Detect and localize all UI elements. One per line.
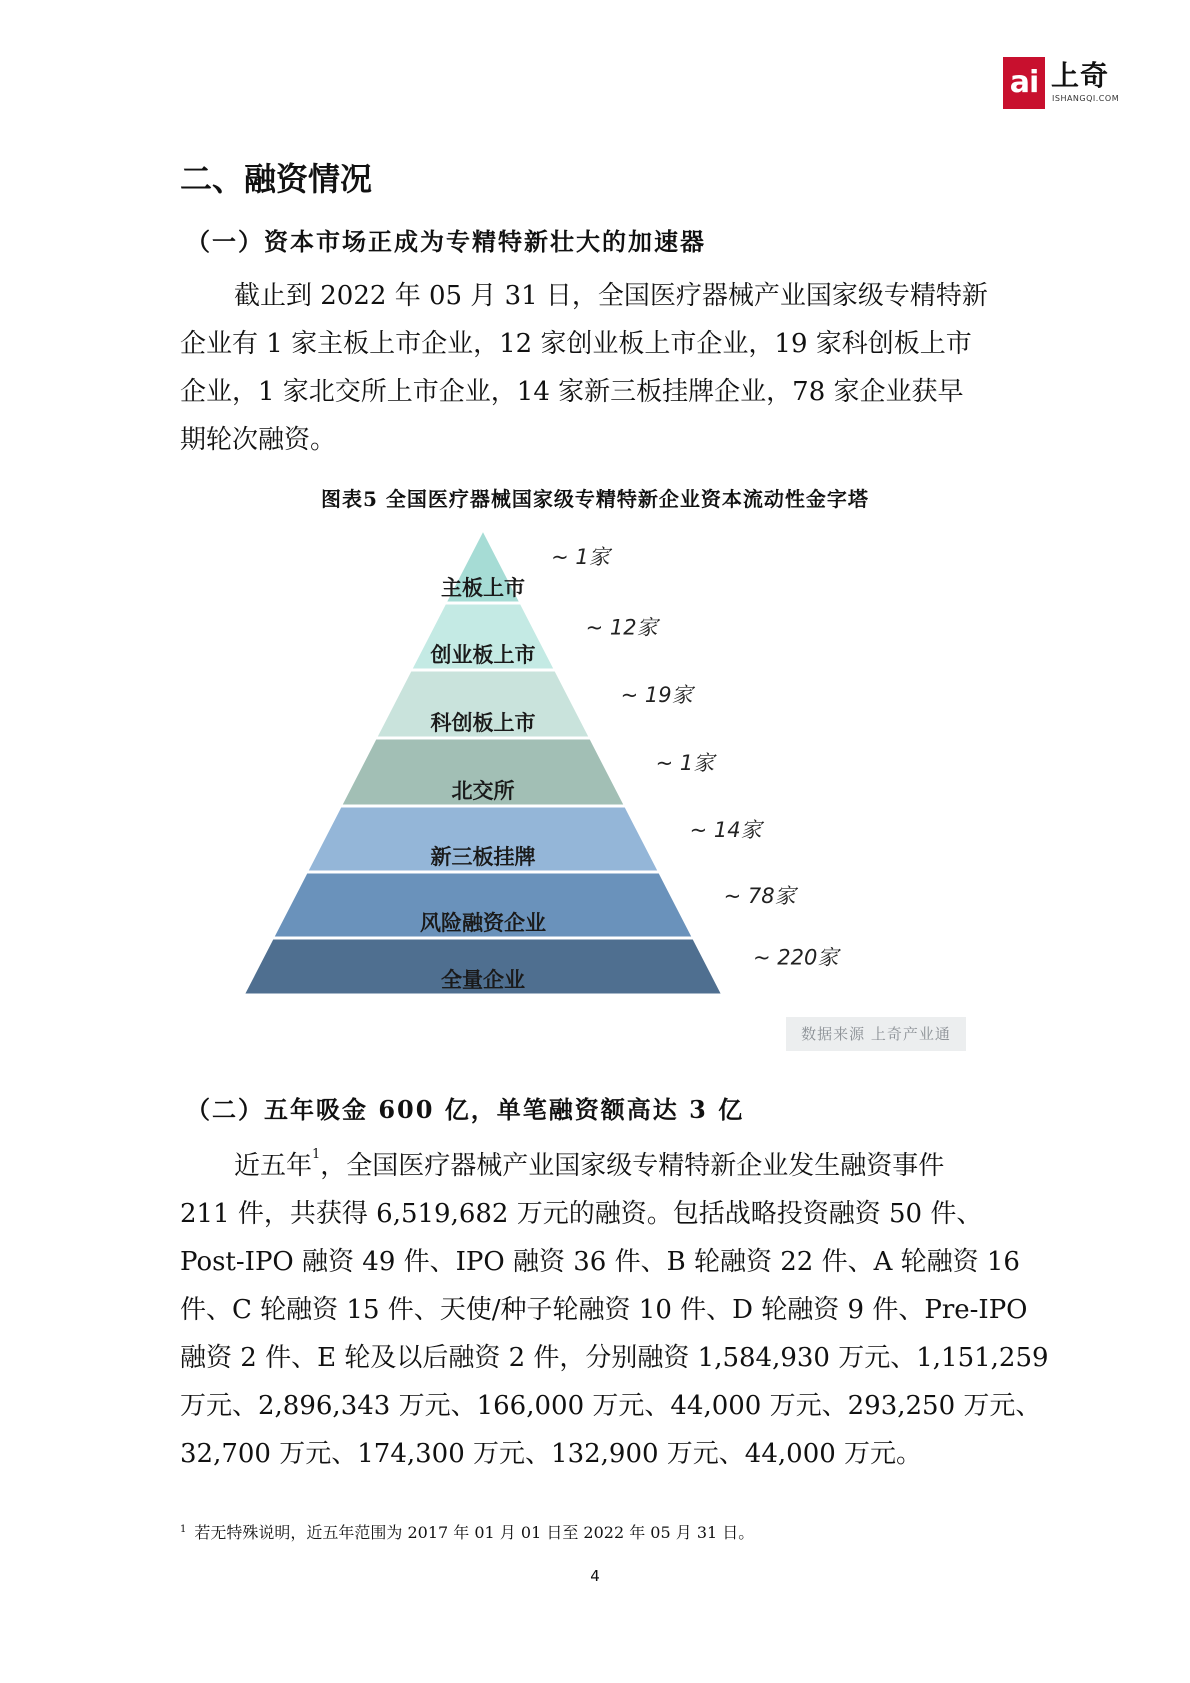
pyramid-level-label: 新三板挂牌 (430, 845, 536, 869)
pyramid-value-label: ~ 1家 (655, 751, 715, 775)
pyramid-level-label: 北交所 (451, 779, 515, 803)
pyramid-value-label: ~ 19家 (620, 683, 693, 707)
footnote-mark: 1 (180, 1523, 187, 1535)
para2-line: 32,700 万元、174,300 万元、132,900 万元、44,000 万元。 (180, 1439, 923, 1469)
pyramid-value-label: ~ 1家 (551, 545, 610, 569)
pyramid-level-label: 科创板上市 (430, 711, 536, 735)
para2-line: 万元、2,896,343 万元、166,000 万元、44,000 万元、293,250 万元、 (180, 1391, 1042, 1421)
para2-post: ，全国医疗器械产业国家级专精特新企业发生融资事件 (320, 1151, 945, 1181)
para1-line: 企业有 1 家主板上市企业，12 家创业板上市企业，19 家科创板上市 (180, 329, 972, 359)
subsection1-title: （一）资本市场正成为专精特新壮大的加速器 (186, 227, 706, 256)
para1-line: 企业，1 家北交所上市企业，14 家新三板挂牌企业，78 家企业获早 (180, 377, 964, 407)
para2-line (180, 1142, 1010, 1190)
page-number: 4 (590, 1567, 600, 1585)
source-label: 数据来源 上奇产业通 (786, 1017, 966, 1051)
figure-caption: 图表5 全国医疗器械国家级专精特新企业资本流动性金字塔 (321, 487, 869, 511)
para2-pre: 近五年 (234, 1151, 313, 1181)
pyramid-level-label: 创业板上市 (430, 643, 536, 667)
logo-domain: ISHANGQI.COM (1052, 94, 1120, 103)
section-title: 二、融资情况 (180, 160, 373, 198)
pyramid-level-label: 风险融资企业 (420, 911, 546, 935)
pyramid-level-label: 主板上市 (441, 576, 525, 600)
subsection2-title: （二）五年吸金 600 亿，单笔融资额高达 3 亿 (186, 1095, 745, 1124)
pyramid-value-label: ~ 220家 (753, 945, 839, 970)
pyramid-level-label: 全量企业 (441, 968, 525, 992)
para1-line: 期轮次融资。 (180, 425, 337, 455)
para1-line: 截止到 2022 年 05 月 31 日，全国医疗器械产业国家级专精特新 (234, 281, 988, 311)
footnote-text: 若无特殊说明，近五年范围为 2017 年 01 月 01 日至 2022 年 05 月 31 日。 (194, 1523, 755, 1542)
footnote (180, 1520, 754, 1543)
pyramid-value-label: ~ 14家 (689, 818, 762, 842)
para2-line: 件、C 轮融资 15 件、天使/种子轮融资 10 件、D 轮融资 9 件、Pre-IPO (180, 1295, 1028, 1325)
pyramid-value-label: ~ 12家 (585, 615, 658, 640)
paragraph-2 (180, 1142, 1049, 1478)
pyramid-value-label: ~ 78家 (723, 884, 796, 908)
logo-name: 上奇 (1051, 59, 1110, 92)
para2-line: Post-IPO 融资 49 件、IPO 融资 36 件、B 轮融资 22 件、A 轮融资 16 (180, 1247, 1020, 1277)
para2-line: 211 件，共获得 6,519,682 万元的融资。包括战略投资融资 50 件、 (180, 1199, 983, 1229)
footnote-ref[interactable]: 1 (312, 1147, 321, 1162)
para2-line: 融资 2 件、E 轮及以后融资 2 件，分别融资 1,584,930 万元、1,151,259 (180, 1343, 1049, 1373)
logo-mark: ai (1003, 57, 1045, 109)
